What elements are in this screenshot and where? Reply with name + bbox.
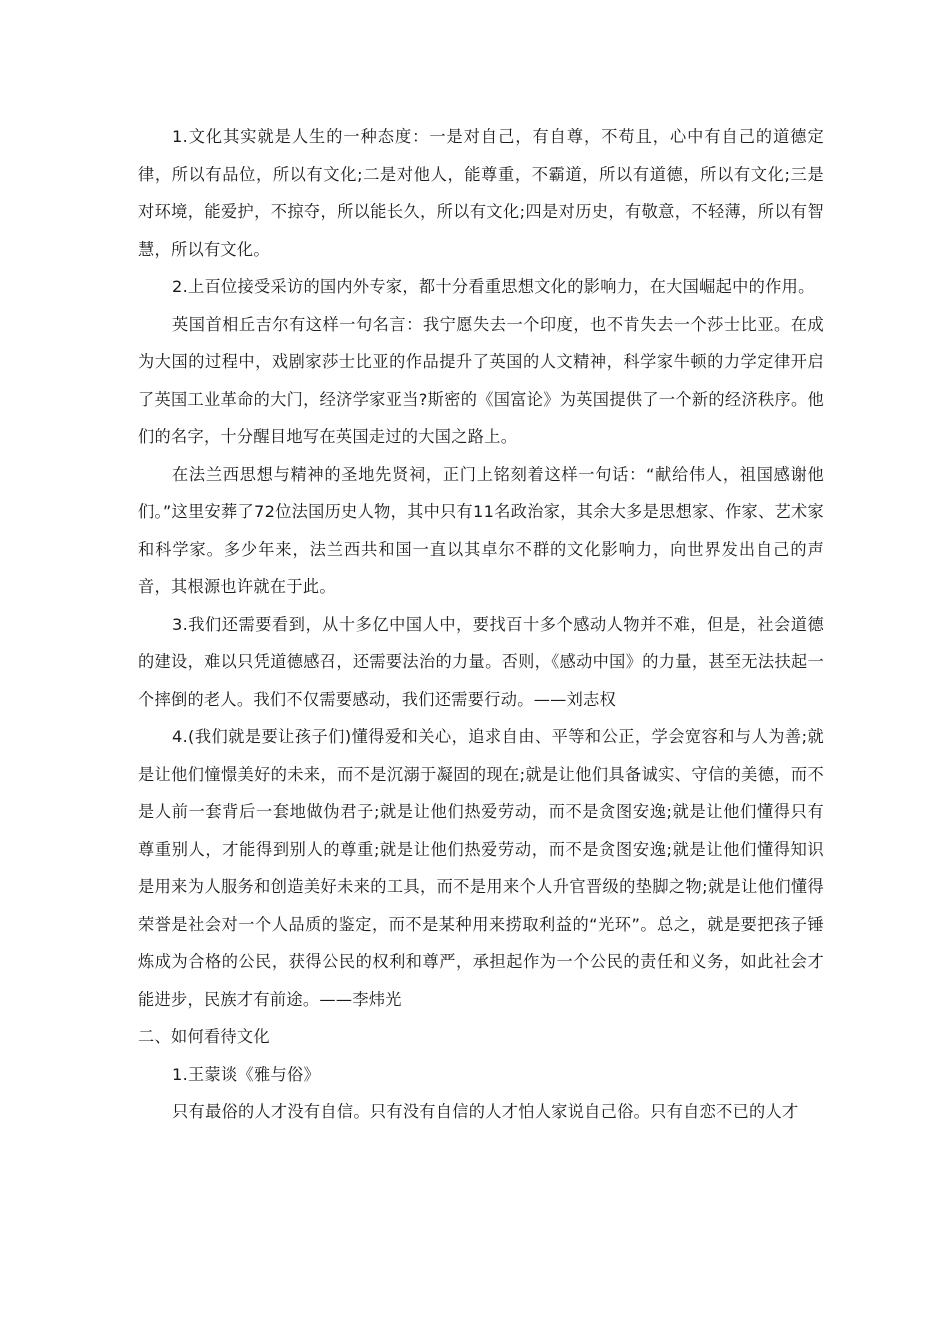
section-heading: 二、如何看待文化 [138, 1027, 270, 1046]
paragraph-moving-china: 3.我们还需要看到，从十多亿中国人中，要找百十多个感动人物并不难，但是，社会道德的建设，难以只凭道德感召，还需要法治的力量。否则，《感动中国》的力量，甚至无法扶起一个摔倒的老人。我们不仅需要感动，我们还需要行动。——刘志权 [138, 614, 824, 709]
paragraph-churchill: 英国首相丘吉尔有这样一句名言：我宁愿失去一个印度，也不肯失去一个莎士比亚。在成为大国的过程中，戏剧家莎士比亚的作品提升了英国的人文精神，科学家牛顿的力学定律开启了英国工业革命的大门，经济学家亚当?斯密的《国富论》为英国提供了一个新的经济秩序。他们的名字，十分醒目地写在英国走过的大国之路上。 [138, 314, 824, 446]
document-body [138, 118, 824, 1131]
subheading-wangmeng: 1.王蒙谈《雅与俗》 [172, 1064, 320, 1084]
paragraph-final: 只有最俗的人才没有自信。只有没有自信的人才怕人家说自己俗。只有自恋不已的人才 [172, 1102, 799, 1121]
paragraph-children: 4.(我们就是要让孩子们)懂得爱和关心，追求自由、平等和公正，学会宽容和与人为善;就是让他们憧憬美好的未来，而不是沉溺于凝固的现在;就是让他们具备诚实、守信的美德，而不是人前一套背后一套地做伪君子;就是让他们热爱劳动，而不是贪图安逸;就是让他们懂得只有尊重别人，才能得到别人的尊重;就是让他们热爱劳动，而不是贪图安逸;就是让他们懂得知识是用来为人服务和创造美好未来的工具，而不是用来个人升官晋级的垫脚之物;就是让他们懂得荣誉是社会对一个人品质的鉴定，而不是某种用来捞取利益的“光环”。总之，就是要把孩子锤炼成为合格的公民，获得公民的权利和尊严，承担起作为一个公民的责任和义务，如此社会才能进步，民族才有前途。——李炜光 [138, 727, 824, 1009]
paragraph-pantheon: 在法兰西思想与精神的圣地先贤祠，正门上铭刻着这样一句话：“献给伟人，祖国感谢他们。”这里安葬了72位法国历史人物，其中只有11名政治家，其余大多是思想家、作家、艺术家和科学家。多少年来，法兰西共和国一直以其卓尔不群的文化影响力，向世界发出自己的声音，其根源也许就在于此。 [138, 464, 824, 596]
paragraph-culture-attitude: 1.文化其实就是人生的一种态度：一是对自己，有自尊，不苟且，心中有自己的道德定律，所以有品位，所以有文化;二是对他人，能尊重，不霸道，所以有道德，所以有文化;三是对环境，能爱护，不掠夺，所以能长久，所以有文化;四是对历史，有敬意，不轻薄，所以有智慧，所以有文化。 [138, 127, 824, 259]
paragraph-experts: 2.上百位接受采访的国内外专家，都十分看重思想文化的影响力，在大国崛起中的作用。 [172, 277, 815, 296]
